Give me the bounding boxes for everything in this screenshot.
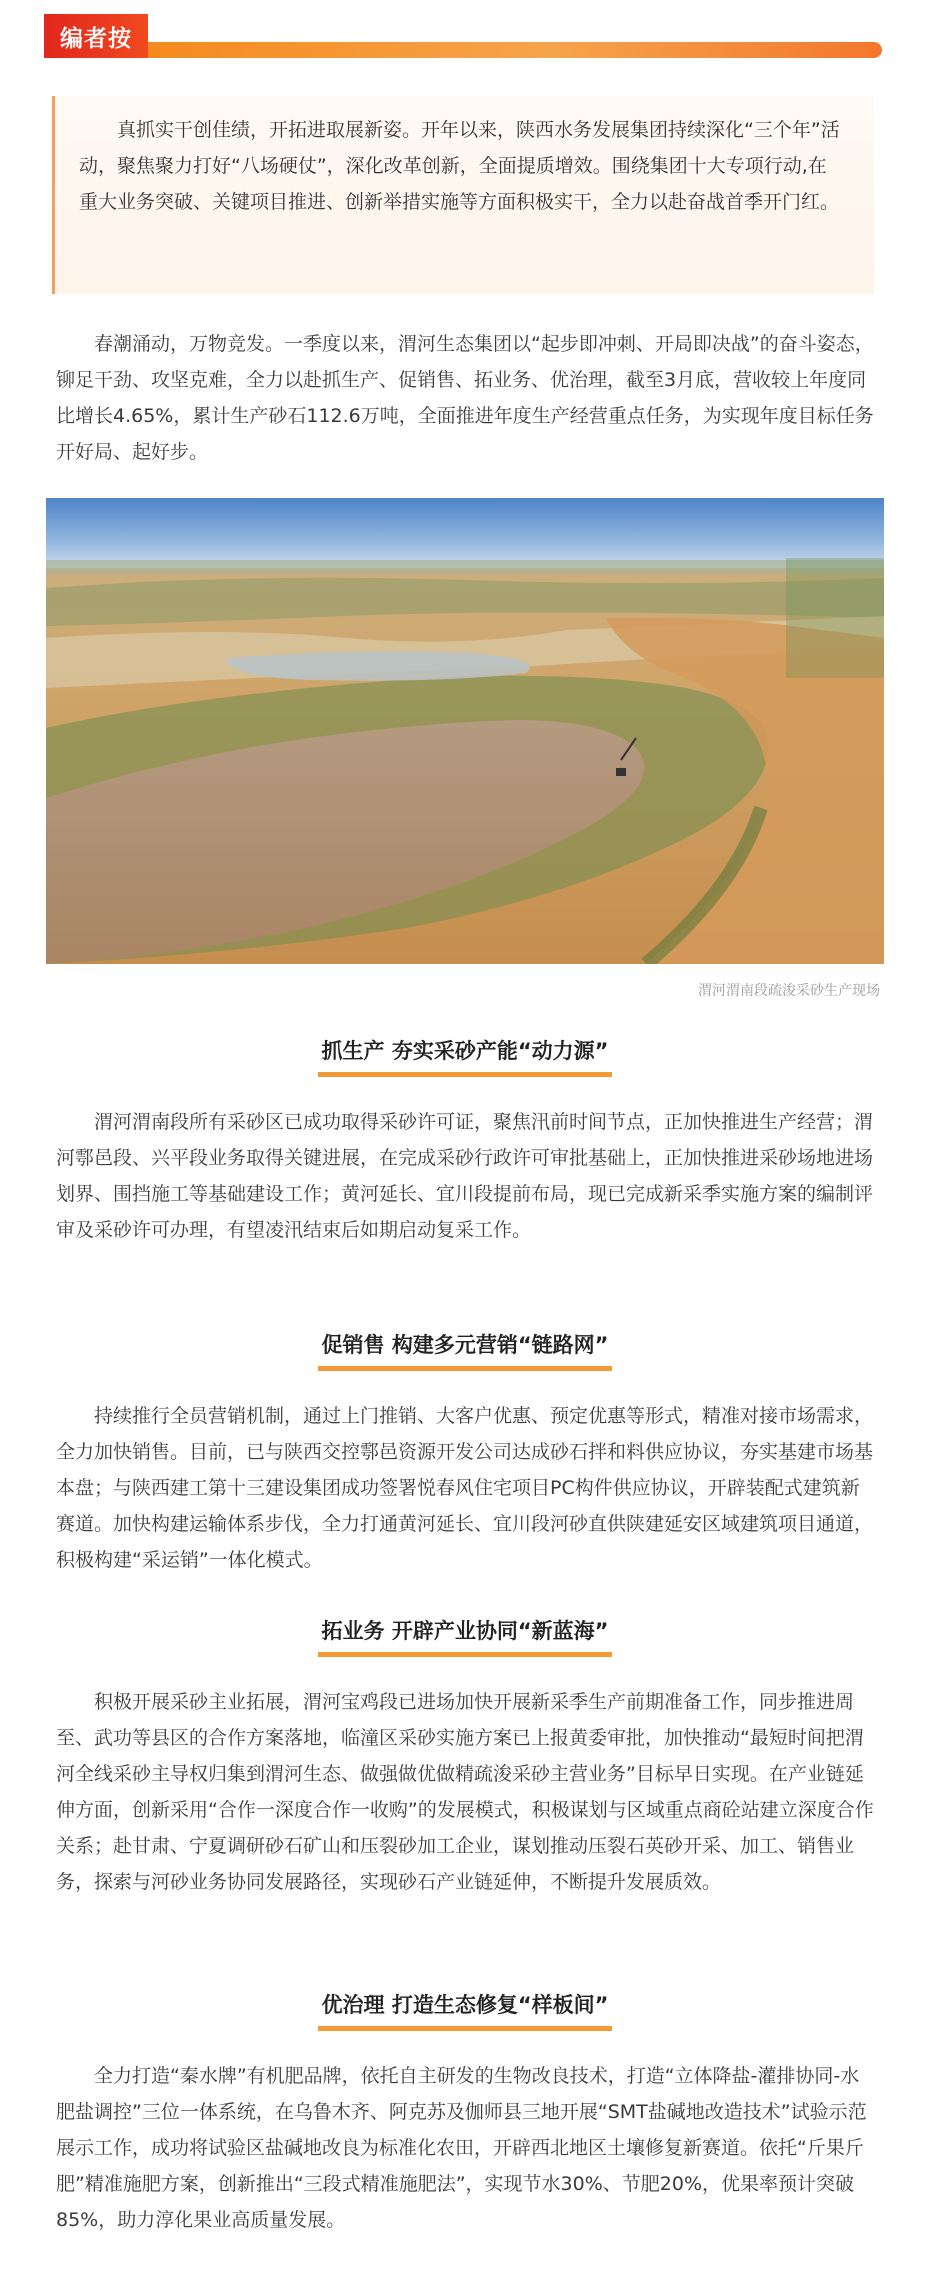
editor-note-divider xyxy=(148,42,882,58)
section-title-text: 拓业务 开辟产业协同“新蓝海” xyxy=(318,1618,613,1657)
section-title-production xyxy=(0,1038,930,1077)
section-title-expansion xyxy=(0,1618,930,1657)
river-dredging-photo xyxy=(46,498,884,964)
section-title-text: 抓生产 夯实采砂产能“动力源” xyxy=(318,1038,613,1077)
editor-note-tag: 编者按 xyxy=(44,14,148,58)
section-title-text: 促销售 构建多元营销“链路网” xyxy=(318,1332,613,1371)
river-landscape-image xyxy=(46,498,884,964)
section-title-governance xyxy=(0,1992,930,2031)
editor-note-box xyxy=(52,96,874,294)
section-text-governance: 全力打造“秦水牌”有机肥品牌，依托自主研发的生物改良技术，打造“立体降盐-灌排协同-水肥盐调控”三位一体系统，在乌鲁木齐、阿克苏及伽师县三地开展“SMT盐碱地改造技术”试验示范展示工作，成功将试验区盐碱地改良为标准化农田，开辟西北地区土壤修复新赛道。依托“斤果斤肥”精准施肥方案，创新推出“三段式精准施肥法”，实现节水30%、节肥20%，优果率预计突破85%，助力淳化果业高质量发展。 xyxy=(56,2065,867,2231)
section-text-sales: 持续推行全员营销机制，通过上门推销、大客户优惠、预定优惠等形式，精准对接市场需求，全力加快销售。目前，已与陕西交控鄠邑资源开发公司达成砂石拌和料供应协议，夯实基建市场基本盘；与陕西建工第十三建设集团成功签署悦春风住宅项目PC构件供应协议，开辟装配式建筑新赛道。加快构建运输体系步伐，全力打通黄河延长、宜川段河砂直供陕建延安区域建筑项目通道，积极构建“采运销”一体化模式。 xyxy=(56,1405,874,1571)
section-text-expansion: 积极开展采砂主业拓展，渭河宝鸡段已进场加快开展新采季生产前期准备工作，同步推进周至、武功等县区的合作方案落地，临潼区采砂实施方案已上报黄委审批，加快推动“最短时间把渭河全线采砂主导权归集到渭河生态、做强做优做精疏浚采砂主营业务”目标早日实现。在产业链延伸方面，创新采用“合作一深度合作一收购”的发展模式，积极谋划与区域重点商砼站建立深度合作关系；赴甘肃、宁夏调研砂石矿山和压裂砂加工企业，谋划推动压裂石英砂开采、加工、销售业务，探索与河砂业务协同发展路径，实现砂石产业链延伸，不断提升发展质效。 xyxy=(56,1691,874,1893)
section-text-production: 渭河渭南段所有采砂区已成功取得采砂许可证，聚焦汛前时间节点，正加快推进生产经营；渭河鄠邑段、兴平段业务取得关键进展，在完成采砂行政许可审批基础上，正加快推进采砂场地进场划界、围挡施工等基础建设工作；黄河延长、宜川段提前布局，现已完成新采季实施方案的编制评审及采砂许可办理，有望凌汛结束后如期启动复采工作。 xyxy=(56,1111,874,1241)
photo-caption: 渭河渭南段疏浚采砂生产现场 xyxy=(698,983,880,999)
section-title-text: 优治理 打造生态修复“样板间” xyxy=(318,1992,613,2031)
intro-paragraph: 春潮涌动，万物竞发。一季度以来，渭河生态集团以“起步即冲刺、开局即决战”的奋斗姿态，铆足干劲、攻坚克难，全力以赴抓生产、促销售、拓业务、优治理，截至3月底，营收较上年度同比增长4.65%，累计生产砂石112.6万吨，全面推进年度生产经营重点任务，为实现年度目标任务开好局、起好步。 xyxy=(56,333,874,463)
editor-note-text: 真抓实干创佳绩，开拓进取展新姿。开年以来，陕西水务发展集团持续深化“三个年”活动，聚焦聚力打好“八场硬仗”，深化改革创新，全面提质增效。围绕集团十大专项行动,在重大业务突破、关键项目推进、创新举措实施等方面积极实干，全力以赴奋战首季开门红。 xyxy=(79,119,840,213)
editor-note-header xyxy=(44,14,882,60)
section-title-sales xyxy=(0,1332,930,1371)
